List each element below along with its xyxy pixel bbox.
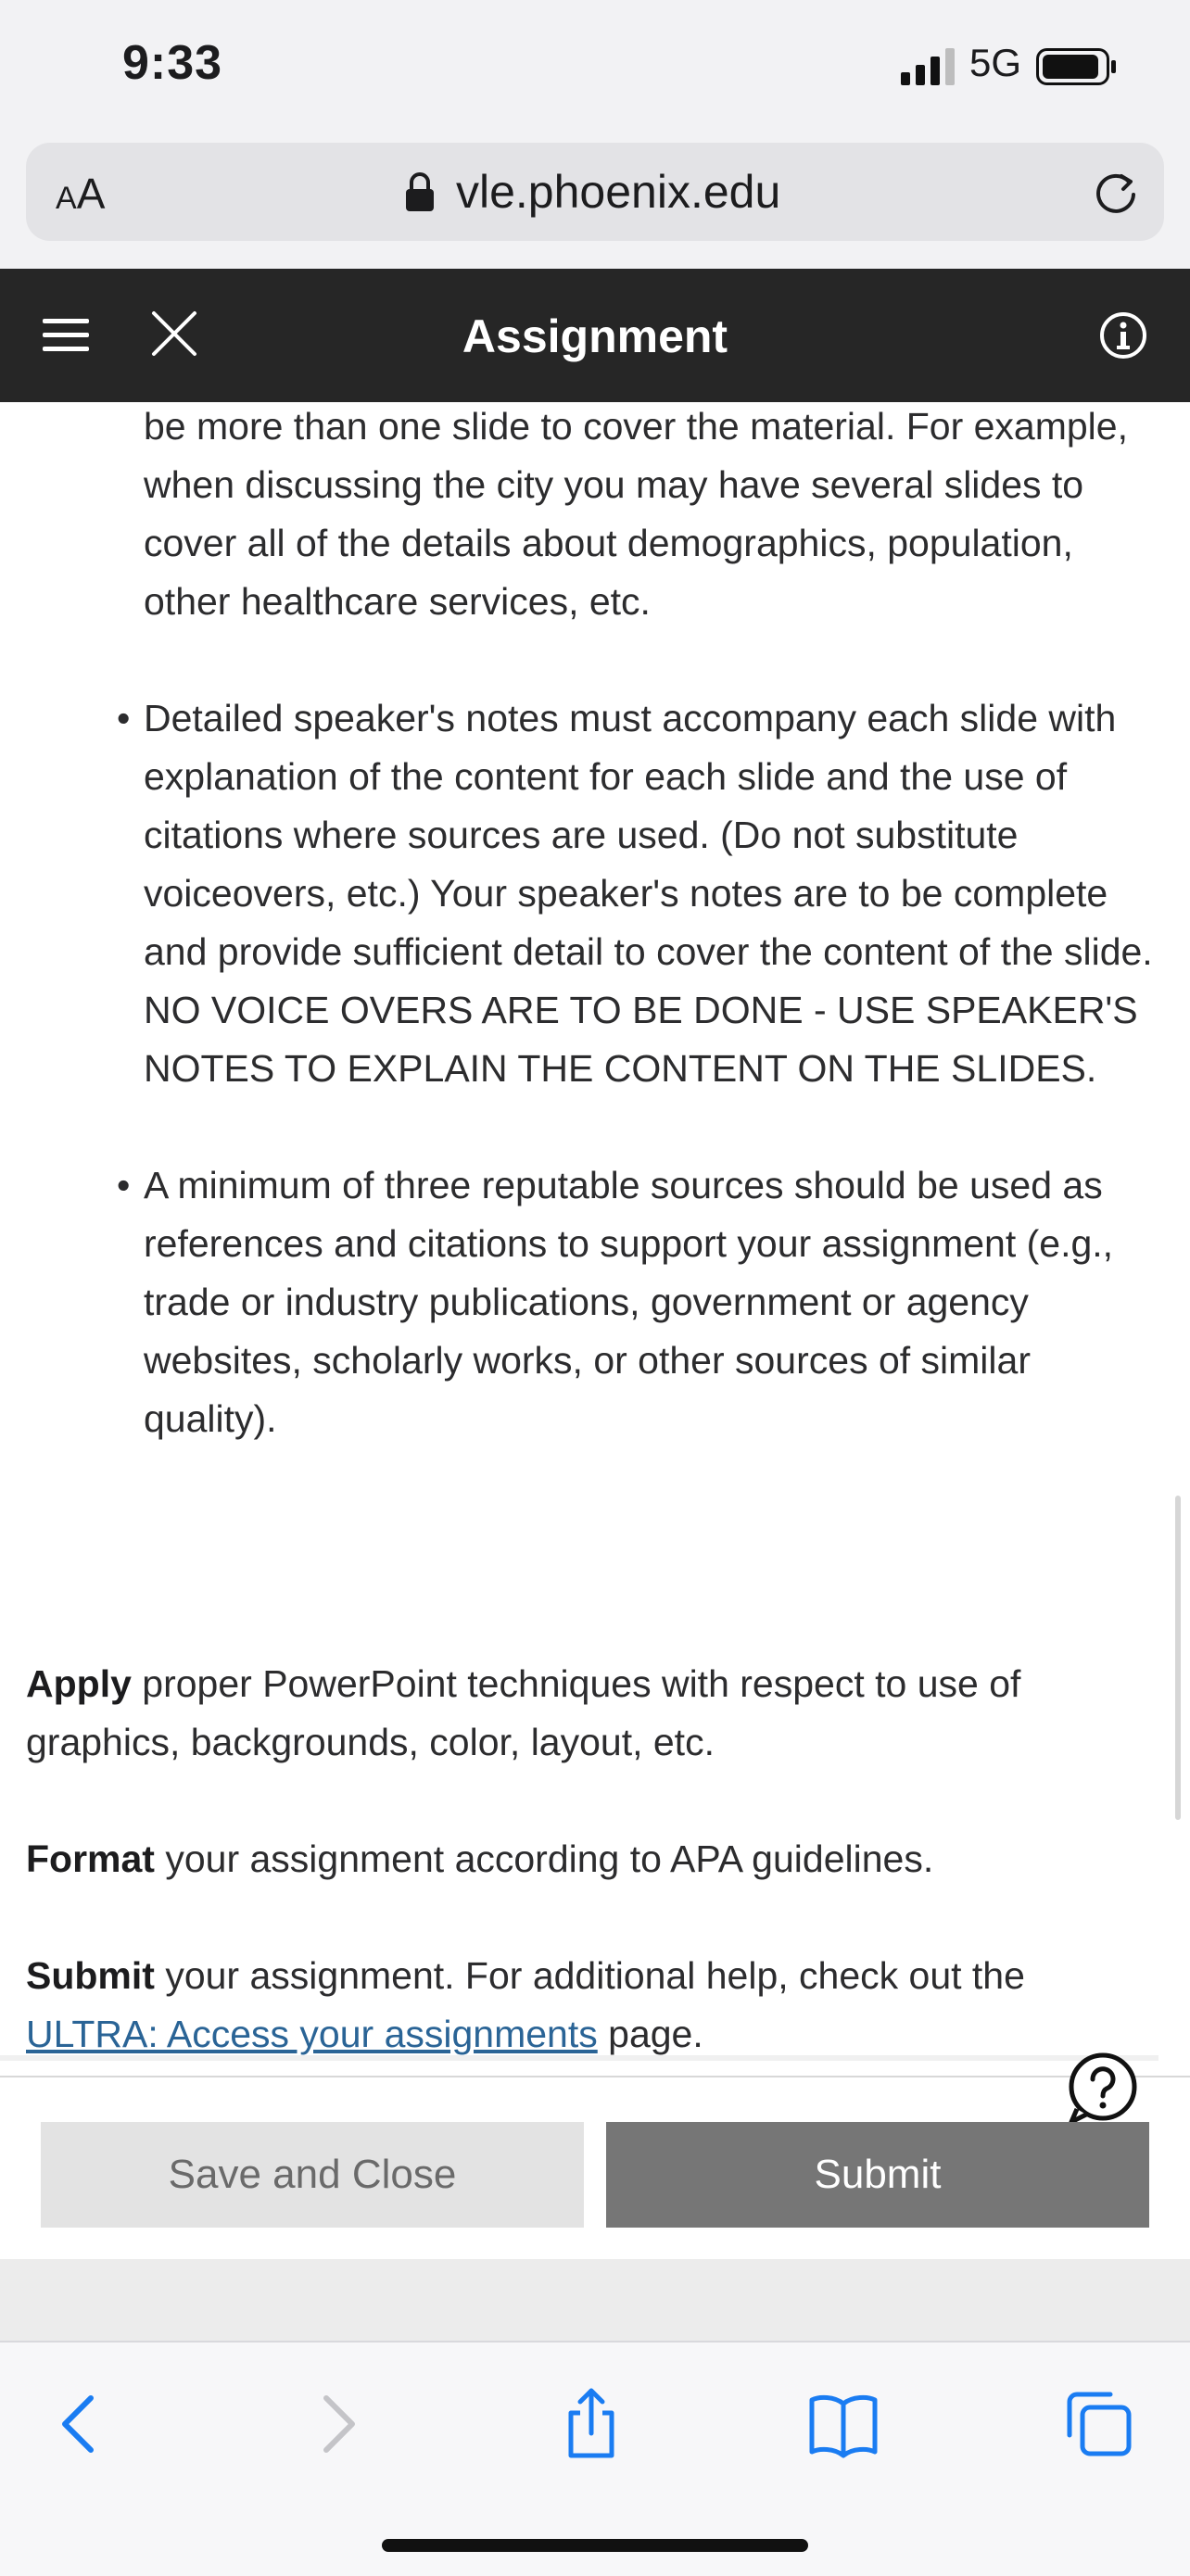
format-paragraph: Format your assignment according to APA guidelines. [26,1837,934,1880]
signal-icon [901,48,960,85]
status-time: 9:33 [122,36,223,90]
text-size-button[interactable]: AA [56,170,106,218]
share-icon[interactable] [554,2387,628,2461]
status-bar [0,0,1190,139]
url-text[interactable]: vle.phoenix.edu [456,166,781,218]
submit-paragraph: Submit your assignment. For additional help, check out the ULTRA: Access your assignments page. [26,1954,1025,2055]
page-bottom-spacer [0,2259,1190,2341]
info-icon[interactable] [1099,311,1147,360]
page-title: Assignment [462,310,728,362]
scrollbar[interactable] [1175,1496,1181,1820]
network-type: 5G [969,41,1022,84]
tabs-icon[interactable] [1062,2387,1136,2461]
bullet-list [0,402,1190,1507]
address-bar[interactable] [26,143,1164,241]
access-assignments-link[interactable]: ULTRA: Access your assignments [26,2013,598,2055]
back-icon[interactable] [43,2387,117,2461]
apply-paragraph: Apply proper PowerPoint techniques with respect to use of graphics, backgrounds, color, layout, etc. [26,1662,1021,1763]
home-indicator[interactable] [382,2539,808,2552]
list-item: be more than one slide to cover the material. For example, when discussing the city you may have several slides to cover all of the details about demographics, population, other healthcare services, etc. [144,405,1128,623]
bullet-marker: • [117,697,131,739]
list-item: • Detailed speaker's notes must accompany each slide with explanation of the content for each slide and the use of citations where sources are used. (Do not substitute voiceovers, etc.) Your speaker's notes are to be complete and provide sufficient detail to cover the content of the slide. NO VOICE OVERS ARE TO BE DONE - USE SPEAKER'S NOTES TO EXPLAIN THE CONTENT ON THE SLIDES. [0,689,1190,1098]
save-and-close-button[interactable]: Save and Close [41,2122,584,2228]
divider [0,2055,1158,2061]
action-footer [0,2076,1190,2261]
help-icon[interactable] [1066,2052,1140,2126]
reload-icon[interactable] [1092,169,1140,217]
assignment-content [0,402,1190,2076]
app-header [0,269,1190,402]
browser-toolbar [0,2341,1190,2576]
battery-icon [1036,48,1118,85]
lock-icon [404,170,436,213]
forward-icon[interactable] [300,2387,374,2461]
list-item: • A minimum of three reputable sources should be used as references and citations to support your assignment (e.g., trade or industry publications, government or agency websites, scholarly works, or other sources of similar quality). [0,1156,1190,1448]
bullet-marker: • [117,1164,131,1206]
submit-button[interactable]: Submit [606,2122,1149,2228]
bookmarks-icon[interactable] [806,2387,880,2461]
